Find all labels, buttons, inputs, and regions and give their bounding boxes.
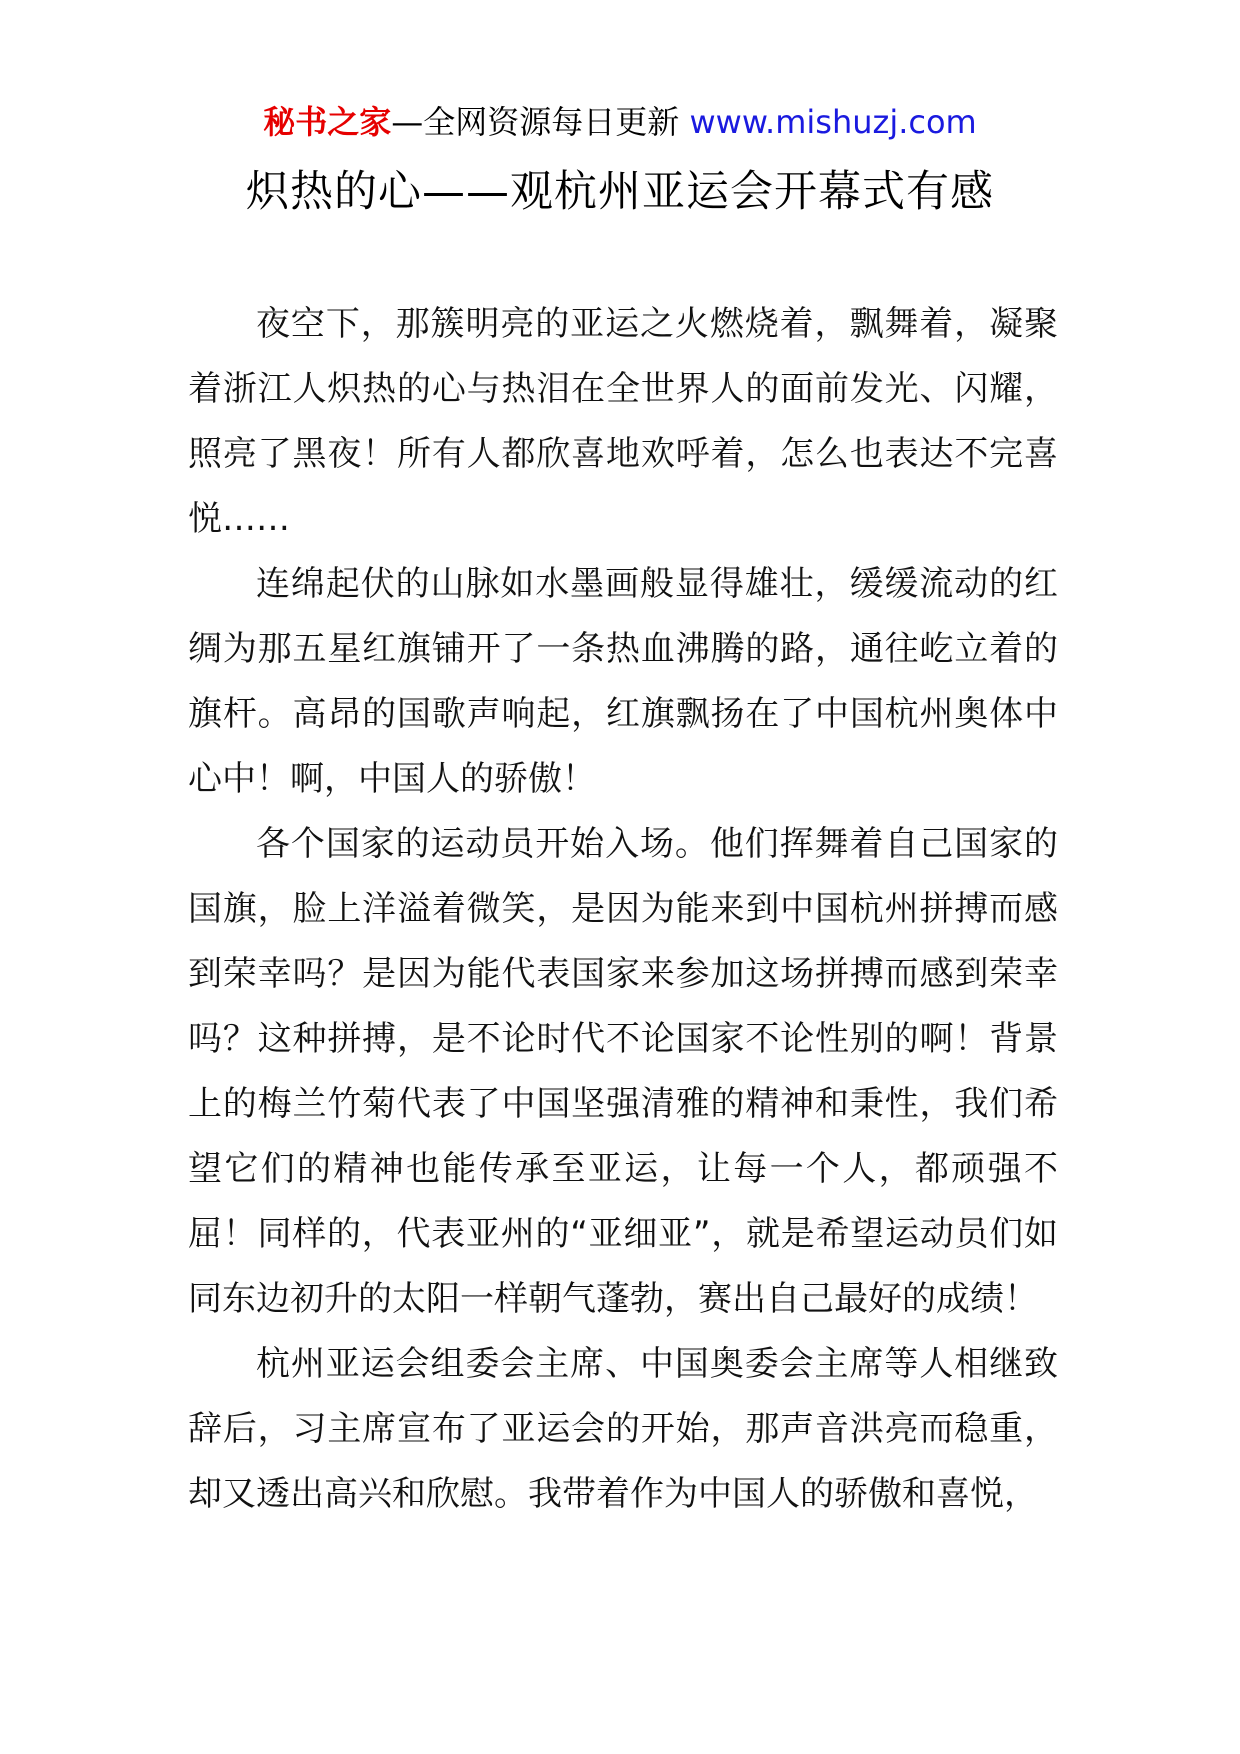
paragraph-4: 杭州亚运会组委会主席、中国奥委会主席等人相继致辞后，习主席宣布了亚运会的开始，那声音洪亮而稳重，却又透出高兴和欣慰。我带着作为中国人的骄傲和喜悦， [188,1344,1058,1514]
site-header [0,100,1240,144]
paragraph-3: 各个国家的运动员开始入场。他们挥舞着自己国家的国旗，脸上洋溢着微笑，是因为能来到中国杭州拼搏而感到荣幸吗？是因为能代表国家来参加这场拼搏而感到荣幸吗？这种拼搏，是不论时代不论国家不论性别的啊！背景上的梅兰竹菊代表了中国坚强清雅的精神和秉性，我们希望它们的精神也能传承至亚运，让每一个人，都顽强不屈！同样的，代表亚州的“亚细亚”，就是希望运动员们如同东边初升的太阳一样朝气蓬勃，赛出自己最好的成绩！ [188,824,1058,1319]
document-body [188,292,1058,1527]
site-url-link[interactable]: www.mishuzj.com [689,103,977,141]
document-title: 炽热的心——观杭州亚运会开幕式有感 [246,167,994,217]
paragraph-2: 连绵起伏的山脉如水墨画般显得雄壮，缓缓流动的红绸为那五星红旗铺开了一条热血沸腾的路，通往屹立着的旗杆。高昂的国歌声响起，红旗飘扬在了中国杭州奥体中心中！啊，中国人的骄傲！ [188,564,1058,799]
header-tagline: —全网资源每日更新 [391,103,690,141]
paragraph-1: 夜空下，那簇明亮的亚运之火燃烧着，飘舞着，凝聚着浙江人炽热的心与热泪在全世界人的面前发光、闪耀，照亮了黑夜！所有人都欣喜地欢呼着，怎么也表达不完喜悦…… [188,304,1058,539]
brand-name: 秘书之家 [263,103,392,141]
